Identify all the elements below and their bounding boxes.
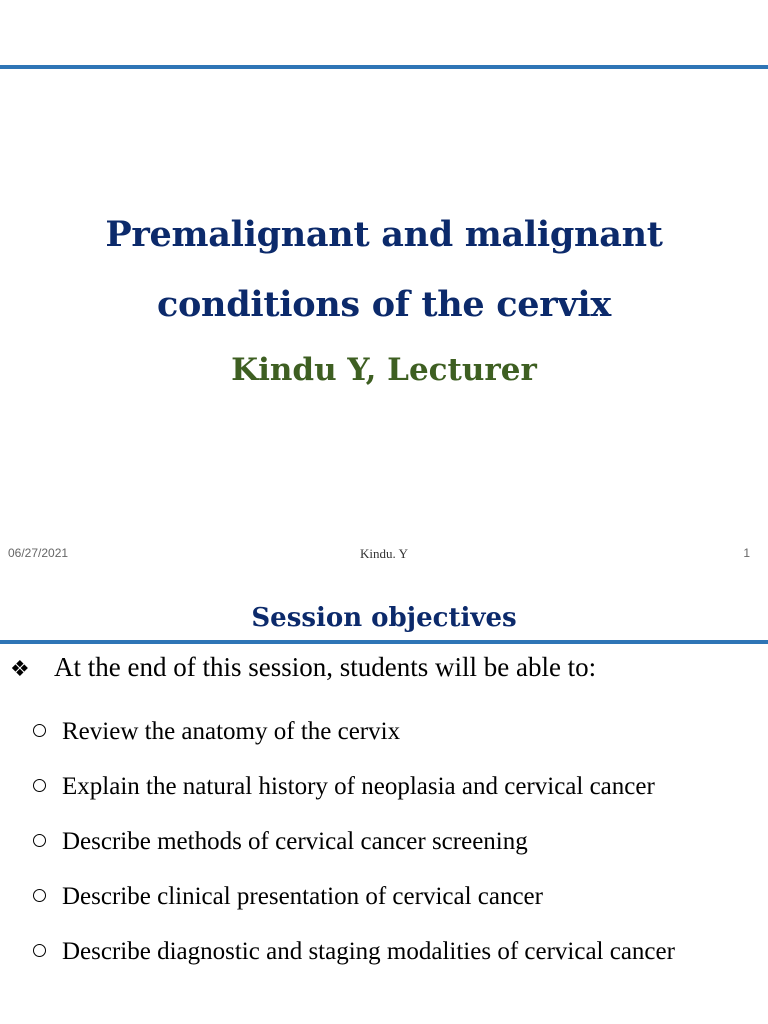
objective-text: Explain the natural history of neoplasia and cervical cancer bbox=[62, 773, 655, 800]
top-rule bbox=[0, 65, 768, 69]
footer-page-number: 1 bbox=[743, 546, 750, 560]
footer-date: 06/27/2021 bbox=[8, 546, 69, 560]
objective-text: Describe diagnostic and staging modalities of cervical cancer bbox=[62, 938, 675, 965]
objectives-slide bbox=[0, 580, 768, 1024]
objective-text: Describe methods of cervical cancer screening bbox=[62, 828, 528, 855]
diamond-bullet-icon: ❖ bbox=[10, 656, 30, 681]
list-item bbox=[0, 814, 768, 869]
footer-author: Kindu. Y bbox=[360, 546, 408, 561]
slide-title: Premalignant and malignant conditions of the cervix bbox=[105, 214, 663, 325]
circle-bullet-icon bbox=[33, 779, 46, 792]
list-item bbox=[0, 869, 768, 924]
objective-text: Describe clinical presentation of cervical cancer bbox=[62, 883, 543, 910]
list-item bbox=[0, 704, 768, 759]
list-item bbox=[0, 924, 768, 979]
objectives-list bbox=[0, 704, 768, 979]
circle-bullet-icon bbox=[33, 889, 46, 902]
circle-bullet-icon bbox=[33, 834, 46, 847]
circle-bullet-icon bbox=[33, 944, 46, 957]
list-item bbox=[0, 759, 768, 814]
objective-text: Review the anatomy of the cervix bbox=[62, 718, 401, 745]
lead-label: At the end of this session, students will be able to: bbox=[54, 652, 597, 682]
lead-text bbox=[10, 650, 750, 686]
slide-subtitle: Kindu Y, Lecturer bbox=[231, 352, 537, 388]
slide-title: Session objectives bbox=[251, 603, 517, 633]
title-rule bbox=[0, 640, 768, 644]
circle-bullet-icon bbox=[33, 724, 46, 737]
